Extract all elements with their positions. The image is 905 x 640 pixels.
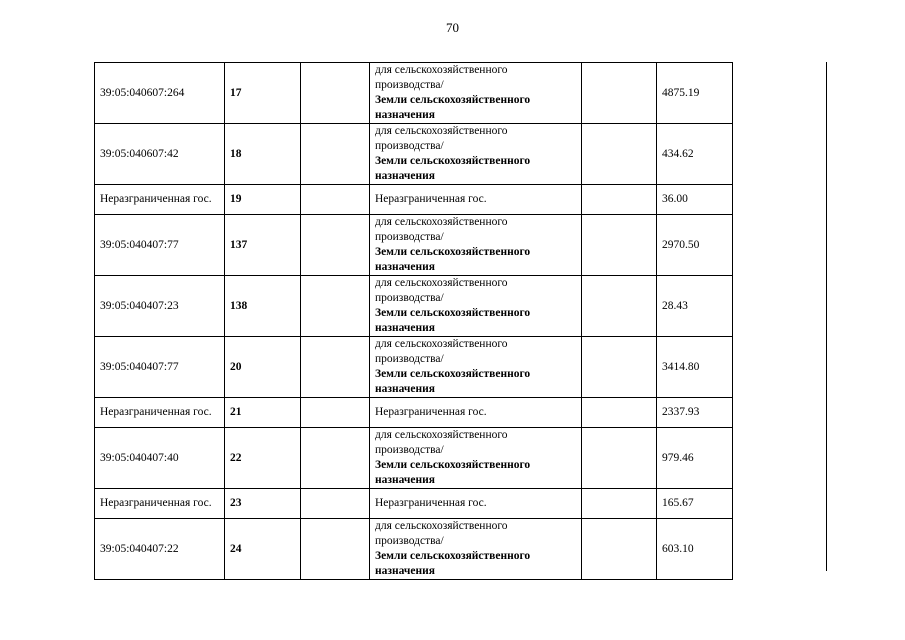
plot-number-cell: 18 [225, 124, 301, 185]
land-category-text: Земли сельскохозяйственного назначения [375, 246, 531, 273]
land-category-text: Земли сельскохозяйственного назначения [375, 307, 531, 334]
area-cell: 4875.19 [657, 63, 733, 124]
right-margin-line [826, 62, 827, 571]
permitted-use-text: Неразграниченная гос. [375, 497, 487, 509]
land-purpose-cell [370, 428, 582, 489]
land-plots-table [94, 62, 733, 580]
empty-cell [301, 428, 370, 489]
plot-number-cell: 23 [225, 489, 301, 519]
permitted-use-text: Неразграниченная гос. [375, 406, 487, 418]
table-row [95, 124, 733, 185]
area-cell: 36.00 [657, 185, 733, 215]
cadastral-number-cell: 39:05:040407:22 [95, 519, 225, 580]
land-category-text: Земли сельскохозяйственного назначения [375, 94, 531, 121]
empty-cell [301, 215, 370, 276]
area-cell: 28.43 [657, 276, 733, 337]
area-cell: 603.10 [657, 519, 733, 580]
plot-number-cell: 137 [225, 215, 301, 276]
permitted-use-text: для сельскохозяйственного производства/ [375, 277, 508, 304]
empty-cell [582, 398, 657, 428]
area-cell: 434.62 [657, 124, 733, 185]
empty-cell [582, 185, 657, 215]
cadastral-number-cell: Неразграниченная гос. [95, 185, 225, 215]
cadastral-number-cell: 39:05:040407:77 [95, 337, 225, 398]
cadastral-number-cell: 39:05:040607:264 [95, 63, 225, 124]
table-row [95, 519, 733, 580]
cadastral-number-cell: 39:05:040607:42 [95, 124, 225, 185]
cadastral-number-cell: Неразграниченная гос. [95, 398, 225, 428]
land-purpose-cell [370, 489, 582, 519]
permitted-use-text: для сельскохозяйственного производства/ [375, 125, 508, 152]
land-purpose-cell [370, 185, 582, 215]
plot-number-cell: 19 [225, 185, 301, 215]
land-purpose-cell [370, 215, 582, 276]
permitted-use-text: для сельскохозяйственного производства/ [375, 338, 508, 365]
plot-number-cell: 17 [225, 63, 301, 124]
empty-cell [301, 337, 370, 398]
land-category-text: Земли сельскохозяйственного назначения [375, 459, 531, 486]
area-cell: 2337.93 [657, 398, 733, 428]
land-purpose-cell [370, 276, 582, 337]
empty-cell [582, 63, 657, 124]
plot-number-cell: 20 [225, 337, 301, 398]
permitted-use-text: Неразграниченная гос. [375, 193, 487, 205]
table-row [95, 185, 733, 215]
land-purpose-cell [370, 63, 582, 124]
table-row [95, 215, 733, 276]
plot-number-cell: 21 [225, 398, 301, 428]
empty-cell [301, 185, 370, 215]
land-purpose-cell [370, 519, 582, 580]
land-category-text: Земли сельскохозяйственного назначения [375, 550, 531, 577]
empty-cell [582, 276, 657, 337]
land-purpose-cell [370, 398, 582, 428]
plot-number-cell: 24 [225, 519, 301, 580]
permitted-use-text: для сельскохозяйственного производства/ [375, 429, 508, 456]
empty-cell [582, 215, 657, 276]
land-category-text: Земли сельскохозяйственного назначения [375, 155, 531, 182]
empty-cell [582, 489, 657, 519]
empty-cell [301, 489, 370, 519]
permitted-use-text: для сельскохозяйственного производства/ [375, 520, 508, 547]
permitted-use-text: для сельскохозяйственного производства/ [375, 64, 508, 91]
area-cell: 3414.80 [657, 337, 733, 398]
land-purpose-cell [370, 124, 582, 185]
empty-cell [582, 124, 657, 185]
permitted-use-text: для сельскохозяйственного производства/ [375, 216, 508, 243]
cadastral-number-cell: 39:05:040407:23 [95, 276, 225, 337]
empty-cell [301, 276, 370, 337]
empty-cell [301, 519, 370, 580]
page-number: 70 [446, 20, 459, 35]
area-cell: 165.67 [657, 489, 733, 519]
empty-cell [582, 337, 657, 398]
cadastral-number-cell: 39:05:040407:40 [95, 428, 225, 489]
plot-number-cell: 138 [225, 276, 301, 337]
cadastral-number-cell: 39:05:040407:77 [95, 215, 225, 276]
table-row [95, 337, 733, 398]
table-row [95, 398, 733, 428]
table-row [95, 63, 733, 124]
empty-cell [301, 398, 370, 428]
land-purpose-cell [370, 337, 582, 398]
plot-number-cell: 22 [225, 428, 301, 489]
empty-cell [301, 63, 370, 124]
table-row [95, 428, 733, 489]
table-row [95, 276, 733, 337]
land-category-text: Земли сельскохозяйственного назначения [375, 368, 531, 395]
area-cell: 2970.50 [657, 215, 733, 276]
area-cell: 979.46 [657, 428, 733, 489]
empty-cell [301, 124, 370, 185]
table-row [95, 489, 733, 519]
empty-cell [582, 519, 657, 580]
cadastral-number-cell: Неразграниченная гос. [95, 489, 225, 519]
empty-cell [582, 428, 657, 489]
